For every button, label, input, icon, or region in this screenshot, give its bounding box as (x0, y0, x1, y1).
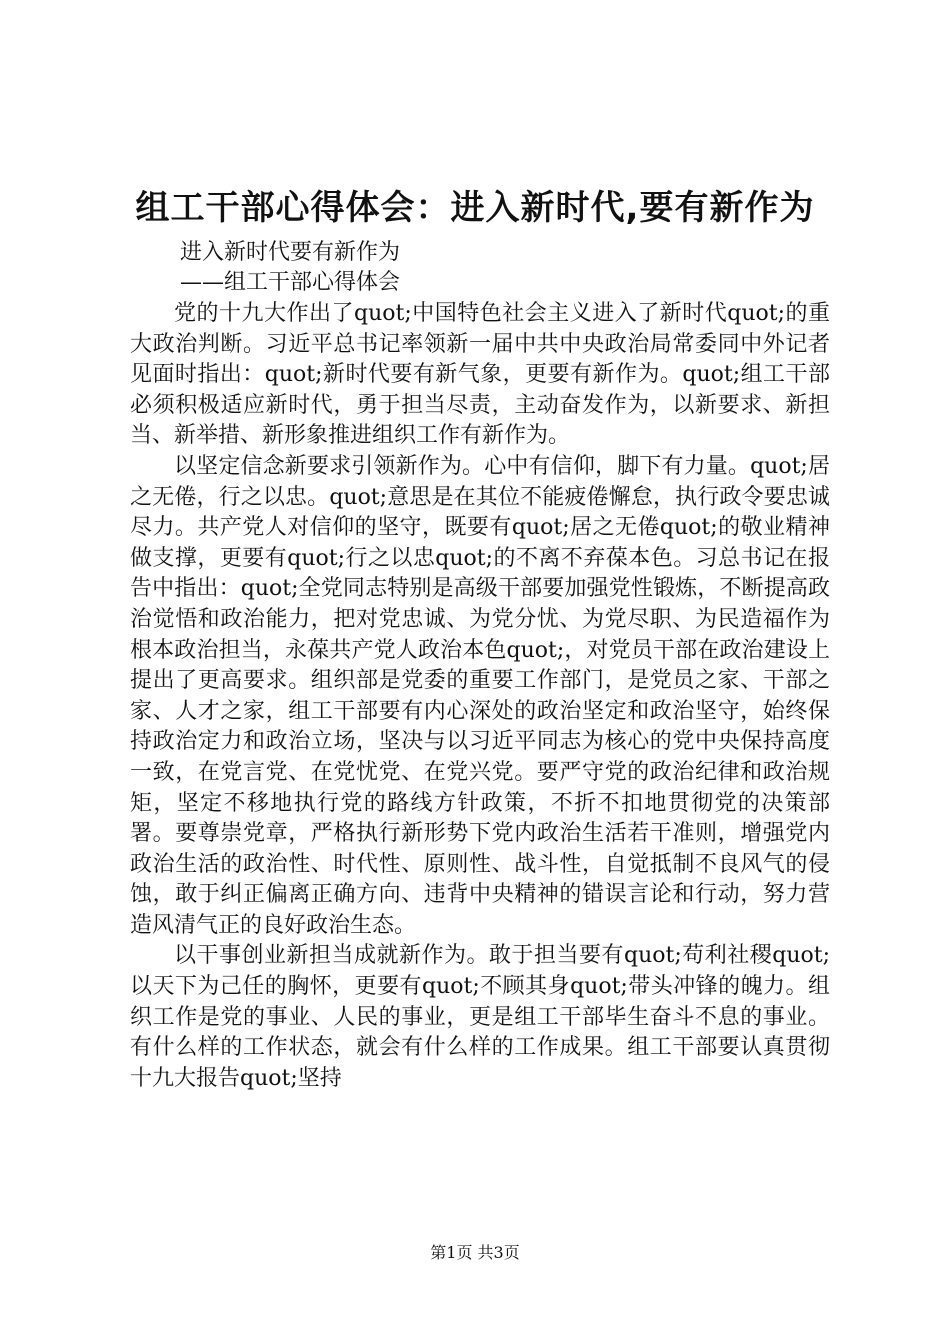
paragraph-3: 以干事创业新担当成就新作为。敢于担当要有quot;苟利社稷quot;以天下为己任的胸怀，更要有quot;不顾其身quot;带头冲锋的魄力。组织工作是党的事业、人民的事业，更是组工干部毕生奋斗不息的事业。有什么样的工作状态，就会有什么样的工作成果。组工干部要认真贯彻十九大报告quot;坚持 (130, 943, 830, 1091)
document-title: 组工干部心得体会：进入新时代,要有新作为 (135, 188, 815, 228)
paragraph-1: 党的十九大作出了quot;中国特色社会主义进入了新时代quot;的重大政治判断。习近平总书记率领新一届中共中央政治局常委同中外记者见面时指出：quot;新时代要有新气象，更要有新作为。quot;组工干部必须积极适应新时代，勇于担当尽责，主动奋发作为，以新要求、新担当、新举措、新形象推进组织工作有新作为。 (130, 301, 830, 449)
subtitle-line-2: ——组工干部心得体会 (180, 270, 401, 295)
paragraph-2: 以坚定信念新要求引领新作为。心中有信仰，脚下有力量。quot;居之无倦，行之以忠。quot;意思是在其位不能疲倦懈怠，执行政令要忠诚尽力。共产党人对信仰的坚守，既要有quot;居之无倦quot;的敬业精神做支撑，更要有quot;行之以忠quot;的不离不弃葆本色。习总书记在报告中指出：quot;全党同志特别是高级干部要加强党性锻炼，不断提高政治觉悟和政治能力，把对党忠诚、为党分忧、为党尽职、为民造福作为根本政治担当，永葆共产党人政治本色quot;，对党员干部在政治建设上提出了更高要求。组织部是党委的重要工作部门，是党员之家、干部之家、人才之家，组工干部要有内心深处的政治坚定和政治坚守，始终保持政治定力和政治立场，坚决与以习近平同志为核心的党中央保持高度一致，在党言党、在党忧党、在党兴党。要严守党的政治纪律和政治规矩，坚定不移地执行党的路线方针政策，不折不扣地贯彻党的决策部署。要尊崇党章，严格执行新形势下党内政治生活若干准则，增强党内政治生活的政治性、时代性、原则性、战斗性，自觉抵制不良风气的侵蚀，敢于纠正偏离正确方向、违背中央精神的错误言论和行动，努力营造风清气正的良好政治生态。 (130, 453, 830, 938)
document-body (130, 299, 830, 1094)
subtitle-line-1: 进入新时代要有新作为 (180, 240, 401, 265)
page-footer: 第1页 共3页 (430, 1243, 520, 1262)
